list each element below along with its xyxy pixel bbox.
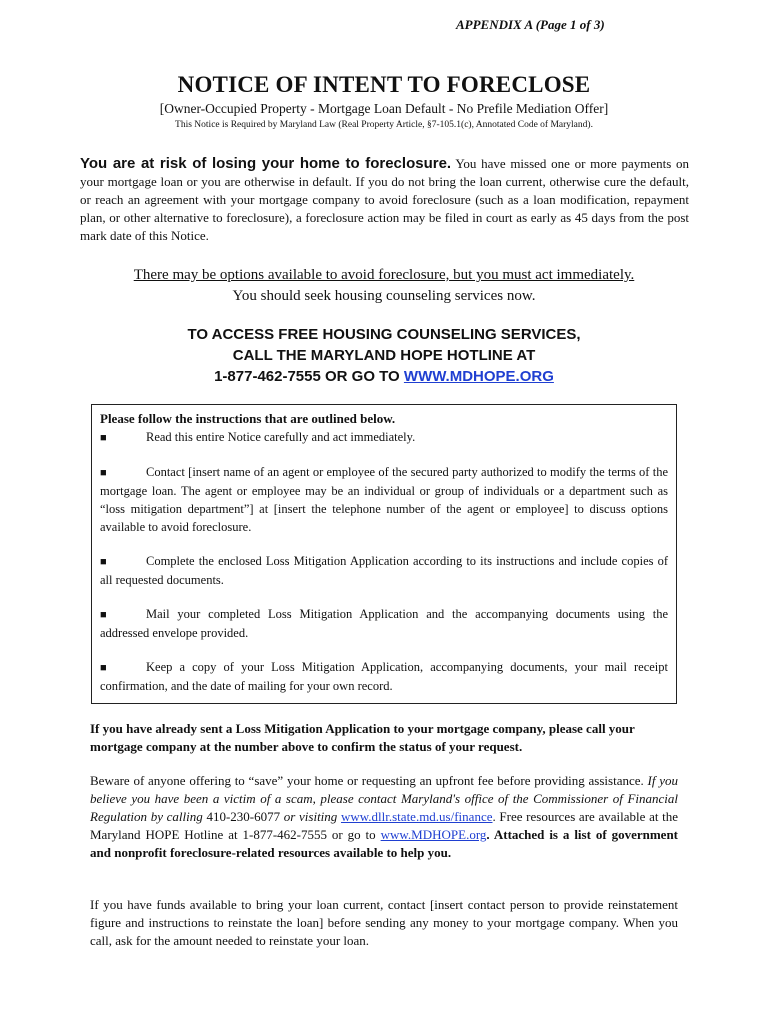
risk-lead: You are at risk of losing your home to foreclosure.	[80, 155, 452, 172]
funds-paragraph: If you have funds available to bring your loan current, contact [insert contact person to provide reinstatement figure and instructions to reinstate the loan] before sending any money to your mortgage company. When you call, ask for the amount needed to reinstate your loan.	[90, 897, 678, 948]
page-subtitle: [Owner-Occupied Property - Mortgage Loan Default - No Prefile Mediation Offer]	[159, 101, 609, 116]
already-sent-notice: If you have already sent a Loss Mitigation Application to your mortgage company, please call your mortgage company at the number above to confirm the status of your request.	[90, 721, 635, 754]
bullet-icon: ■	[100, 609, 107, 621]
instruction-item	[100, 463, 668, 536]
instruction-item	[100, 605, 668, 642]
resources-bold: . Attached is a list of government and nonprofit foreclosure-related resources available to help you.	[90, 827, 679, 860]
counseling-access	[0, 324, 768, 387]
instruction-text: Read this entire Notice carefully and act immediately.	[146, 430, 416, 444]
scam-text: Beware of anyone offering to “save” your home or requesting an upfront fee before providing assistance.	[90, 773, 644, 788]
dllr-link[interactable]: www.dllr.state.md.us/finance	[340, 809, 493, 824]
bullet-icon: ■	[100, 662, 107, 674]
appendix-label: APPENDIX A (Page 1 of 3)	[456, 17, 605, 32]
scam-warning	[90, 772, 678, 862]
bullet-icon: ■	[100, 432, 107, 444]
instruction-text: Complete the enclosed Loss Mitigation Application according to its instructions and include copies of all requested documents.	[100, 554, 668, 587]
instruction-item	[100, 428, 668, 447]
instructions-box	[91, 404, 677, 704]
access-line-3	[0, 366, 768, 387]
options-line-2: You should seek housing counseling services now.	[232, 288, 536, 304]
law-note: This Notice is Required by Maryland Law (Real Property Article, §7-105.1(c), Annotated Code of Maryland).	[175, 120, 593, 130]
scam-italic-2: or visiting	[283, 809, 338, 824]
instruction-text: Mail your completed Loss Mitigation Application and the accompanying documents using the addressed envelope provided.	[100, 607, 668, 640]
scam-italic: If you believe you have been a victim of a scam, please contact Maryland's office of the Commissioner of Financial Regulation by calling	[90, 773, 678, 824]
instruction-item	[100, 552, 668, 589]
mdhope-link-2[interactable]: www.MDHOPE.org	[380, 827, 487, 842]
bullet-icon: ■	[100, 467, 107, 479]
mdhope-link[interactable]: WWW.MDHOPE.ORG	[403, 368, 554, 385]
page-title: NOTICE OF INTENT TO FORECLOSE	[177, 72, 591, 97]
instructions-heading: Please follow the instructions that are outlined below.	[100, 411, 396, 426]
risk-body: You have missed one or more payments on your mortgage loan or you are otherwise in default. If you do not bring the loan current, otherwise cure the default, or reach an agreement with your mortgage company to avoid foreclosure (such as a loan modification, repayment plan, or other alternative to foreclosure), a foreclosure action may be filed in court as early as 45 days from the post mark date of this Notice.	[80, 156, 690, 243]
commissioner-phone: 410-230-6077	[206, 809, 281, 824]
access-line-2: CALL THE MARYLAND HOPE HOTLINE AT	[232, 347, 536, 364]
resources-text: . Free resources are available at the Maryland HOPE Hotline at 1-877-462-7555 or go to	[90, 809, 678, 842]
hotline-number: 1-877-462-7555 OR GO TO	[214, 368, 400, 385]
bullet-icon: ■	[100, 556, 107, 568]
instruction-item	[100, 658, 668, 695]
access-line-1: TO ACCESS FREE HOUSING COUNSELING SERVICES,	[187, 326, 581, 343]
options-notice	[0, 265, 768, 307]
options-line-1: There may be options available to avoid foreclosure, but you must act immediately.	[133, 267, 635, 283]
risk-paragraph	[80, 155, 689, 245]
instruction-text: Keep a copy of your Loss Mitigation Application, accompanying documents, your mail receipt confirmation, and the date of mailing for your own record.	[100, 660, 668, 693]
instruction-text: Contact [insert name of an agent or employee of the secured party authorized to modify the terms of the mortgage loan. The agent or employee may be an individual or group of individuals or a department such as “loss mitigation department”] at [insert the telephone number of the agent or employee] to discuss options available to avoid foreclosure.	[100, 465, 668, 534]
